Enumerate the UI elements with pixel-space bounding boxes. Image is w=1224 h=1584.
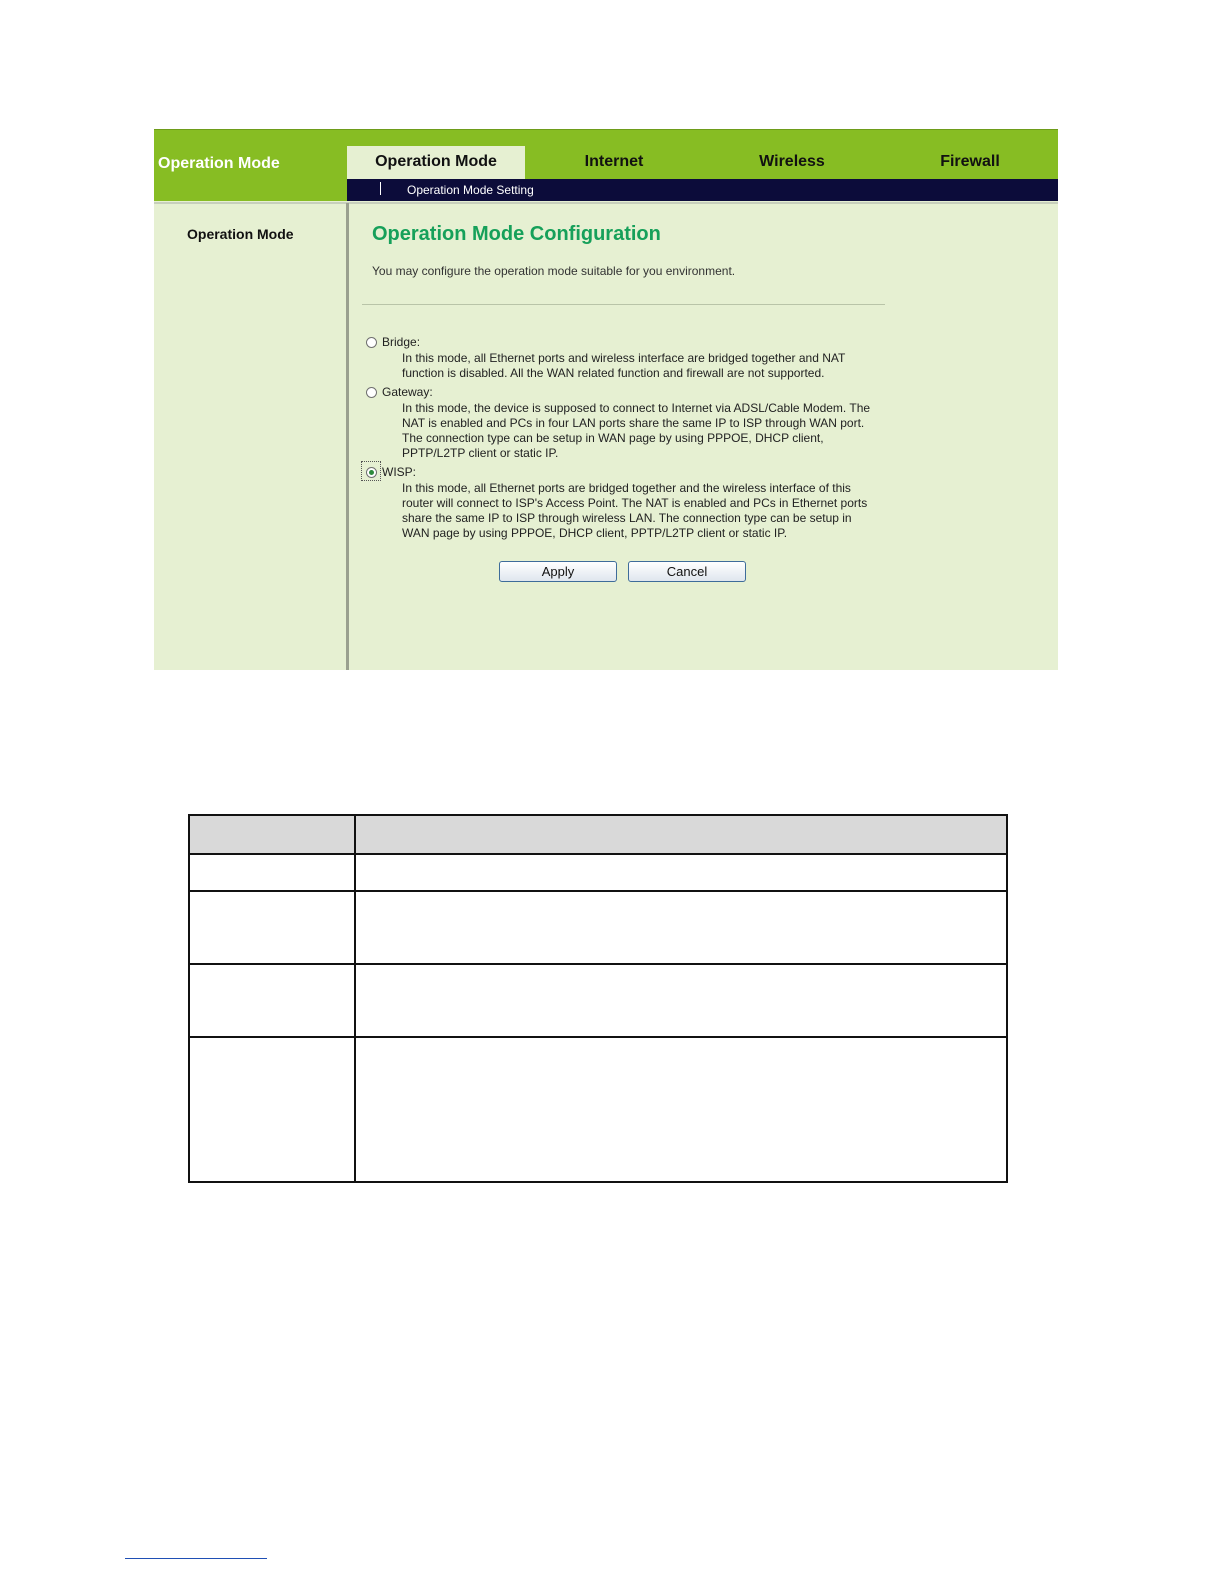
bridge-desc-line: function is disabled. All the WAN related function and firewall are not supported. — [402, 366, 825, 380]
wisp-radio[interactable] — [366, 467, 377, 478]
page-description: You may configure the operation mode suitable for you environment. — [372, 264, 736, 278]
table-row — [189, 964, 1007, 1037]
bridge-description — [402, 351, 892, 381]
gateway-radio[interactable] — [366, 387, 377, 398]
sub-navigation — [347, 179, 1058, 201]
subnav-separator — [380, 182, 381, 195]
router-ui-screenshot — [154, 129, 1058, 670]
bridge-desc-line: In this mode, all Ethernet ports and wireless interface are bridged together and NAT — [402, 351, 846, 365]
table-header-cell — [189, 815, 355, 854]
gateway-desc-line: NAT is enabled and PCs in four LAN ports share the same IP to ISP through WAN port. — [402, 416, 865, 430]
sidebar-header-band — [154, 179, 347, 201]
table-cell — [189, 964, 355, 1037]
gateway-desc-line: PPTP/L2TP client or static IP. — [402, 446, 559, 460]
table-cell — [189, 891, 355, 964]
table-header-cell — [355, 815, 1007, 854]
table-row — [189, 891, 1007, 964]
gateway-desc-line: The connection type can be setup in WAN page by using PPPOE, DHCP client, — [402, 431, 824, 445]
table-cell — [355, 964, 1007, 1037]
wisp-desc-line: In this mode, all Ethernet ports are bridged together and the wireless interface of this — [402, 481, 851, 495]
cancel-button[interactable]: Cancel — [628, 561, 746, 582]
subnav-item-operation-mode-setting[interactable]: Operation Mode Setting — [407, 183, 534, 197]
wisp-desc-line: router will connect to ISP's Access Point. The NAT is enabled and PCs in Ethernet ports — [402, 496, 868, 510]
table-cell — [355, 854, 1007, 891]
wisp-description — [402, 481, 892, 541]
sidebar-item-operation-mode[interactable]: Operation Mode — [187, 226, 294, 242]
table-cell — [189, 1037, 355, 1182]
table-row — [189, 1037, 1007, 1182]
gateway-description — [402, 401, 892, 461]
content-divider — [362, 304, 885, 305]
gateway-label: Gateway: — [382, 385, 433, 399]
wisp-desc-line: WAN page by using PPPOE, DHCP client, PPTP/L2TP client or static IP. — [402, 526, 788, 540]
page-title: Operation Mode Configuration — [372, 223, 661, 245]
gateway-desc-line: In this mode, the device is supposed to connect to Internet via ADSL/Cable Modem. The — [402, 401, 871, 415]
main-tabs — [347, 146, 1058, 179]
table-header-row — [189, 815, 1007, 854]
wisp-desc-line: share the same IP to ISP through wireless LAN. The connection type can be setup in — [402, 511, 852, 525]
footnote-rule — [125, 1558, 267, 1559]
tab-internet[interactable]: Internet — [584, 153, 644, 170]
wisp-label: WISP: — [382, 465, 417, 479]
table-cell — [189, 854, 355, 891]
brand-title: Operation Mode — [158, 155, 280, 172]
bridge-radio[interactable] — [366, 337, 377, 348]
tab-wireless[interactable]: Wireless — [759, 153, 825, 170]
main-content — [349, 203, 1058, 670]
table-row — [189, 854, 1007, 891]
tab-operation-mode[interactable]: Operation Mode — [347, 146, 525, 179]
tab-firewall[interactable]: Firewall — [940, 153, 1000, 170]
table-cell — [355, 891, 1007, 964]
apply-button[interactable]: Apply — [499, 561, 617, 582]
table-cell — [355, 1037, 1007, 1182]
bridge-label: Bridge: — [382, 335, 421, 349]
parameter-table — [188, 814, 1008, 1183]
